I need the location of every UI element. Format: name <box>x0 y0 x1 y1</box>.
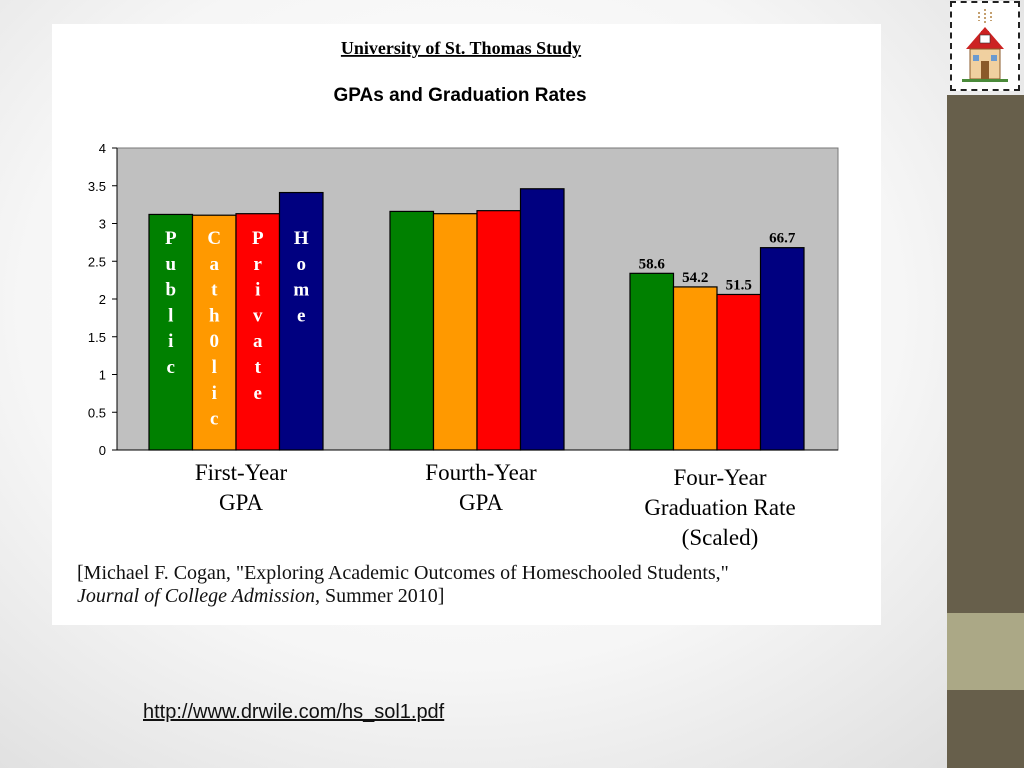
legend-letter-private: a <box>253 331 263 353</box>
y-tick-label: 1 <box>98 367 106 383</box>
side-strip-top <box>947 95 1024 613</box>
bar-cath0lic-2 <box>674 287 718 450</box>
bar-cath0lic-1 <box>434 214 478 450</box>
y-tick-label: 4 <box>98 141 106 156</box>
citation <box>77 562 857 608</box>
data-label: 54.2 <box>682 269 709 286</box>
category-label: (Scaled) <box>681 525 759 550</box>
legend-letter-cath0lic: l <box>211 357 217 378</box>
category-label: Fourth-Year <box>425 460 537 485</box>
y-tick-label: 1.5 <box>87 329 106 345</box>
y-tick-label: 2 <box>98 292 106 307</box>
category-label: Graduation Rate <box>644 495 796 520</box>
citation-line1: [Michael F. Cogan, "Exploring Academic Outcomes of Homeschooled Students," <box>77 562 729 584</box>
source-link[interactable]: http://www.drwile.com/hs_sol1.pdf <box>143 701 445 723</box>
category-label: First-Year <box>194 460 288 485</box>
citation-journal: Journal of College Admission <box>77 585 315 607</box>
legend-letter-private: i <box>255 279 261 301</box>
legend-letter-home: e <box>297 305 306 327</box>
logo <box>950 1 1020 91</box>
y-tick-label: 0 <box>98 443 106 458</box>
legend-letter-cath0lic: i <box>211 382 217 404</box>
y-tick-label: 3.5 <box>87 178 106 194</box>
legend-letter-cath0lic: C <box>207 228 222 249</box>
legend-letter-public: u <box>165 253 177 275</box>
chart-panel <box>52 24 881 625</box>
data-label: 58.6 <box>638 256 665 273</box>
bar-public-2 <box>630 273 674 450</box>
legend-letter-public: c <box>166 357 175 378</box>
legend-letter-cath0lic: a <box>209 253 219 275</box>
data-label: 51.5 <box>725 277 752 294</box>
legend-letter-private: v <box>253 305 263 327</box>
legend-letter-public: b <box>165 279 177 301</box>
category-label: GPA <box>219 490 263 515</box>
legend-letter-public: P <box>164 228 177 249</box>
side-strip-bottom <box>947 690 1024 768</box>
legend-letter-private: P <box>251 228 264 249</box>
legend-letter-home: H <box>293 228 309 249</box>
y-tick-label: 2.5 <box>87 254 106 270</box>
chart <box>52 24 881 554</box>
category-label: GPA <box>459 490 503 515</box>
legend-letter-public: i <box>168 331 174 353</box>
schoolhouse-icon <box>952 3 1018 89</box>
legend-letter-public: l <box>168 305 174 327</box>
legend-letter-private: r <box>253 253 262 275</box>
legend-letter-home: m <box>293 279 310 301</box>
category-label: Four-Year <box>673 465 767 490</box>
legend-letter-home: o <box>296 253 306 275</box>
bar-home-2 <box>761 248 805 450</box>
bar-public-1 <box>390 211 434 450</box>
bar-private-2 <box>717 294 761 450</box>
chart-subtitle: GPAs and Graduation Rates <box>333 85 587 106</box>
citation-rest: , Summer 2010] <box>314 585 445 607</box>
y-tick-label: 3 <box>98 216 106 232</box>
legend-letter-cath0lic: c <box>210 408 219 430</box>
data-label: 66.7 <box>769 230 796 247</box>
side-strip-mid <box>947 613 1024 690</box>
chart-title: University of St. Thomas Study <box>340 38 582 58</box>
y-tick-label: 0.5 <box>87 405 106 421</box>
bar-private-1 <box>477 211 521 450</box>
legend-letter-private: t <box>254 357 261 378</box>
bar-home-1 <box>521 189 565 450</box>
legend-letter-cath0lic: t <box>211 279 218 301</box>
legend-letter-cath0lic: h <box>208 305 220 327</box>
legend-letter-private: e <box>253 382 262 404</box>
legend-letter-cath0lic: 0 <box>209 331 219 353</box>
